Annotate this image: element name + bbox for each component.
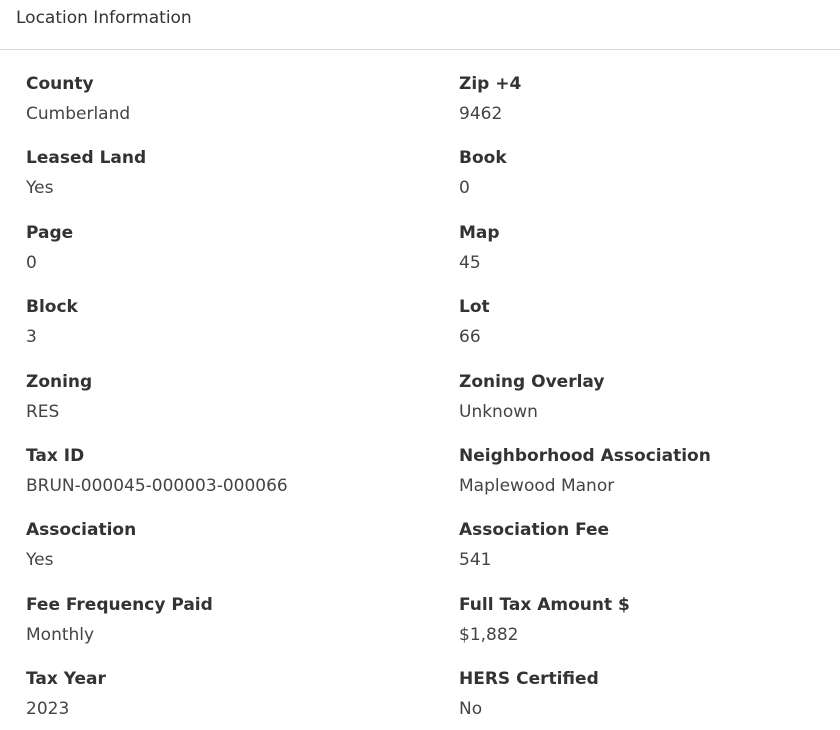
field-label: HERS Certified — [459, 669, 599, 690]
field-full-tax-amount — [459, 587, 840, 661]
field-zoning-overlay — [459, 364, 840, 438]
field-label: Full Tax Amount $ — [459, 594, 630, 615]
field-neighborhood-association — [459, 438, 840, 512]
field-county — [26, 66, 459, 140]
field-value: 9462 — [459, 104, 503, 124]
field-value: Unknown — [459, 401, 538, 422]
field-value: Cumberland — [26, 104, 131, 124]
field-fee-frequency-paid — [26, 587, 459, 661]
field-association — [26, 512, 459, 586]
field-label: Zip +4 — [459, 74, 522, 94]
field-label: Fee Frequency Paid — [26, 594, 213, 615]
field-value: RES — [26, 401, 60, 422]
field-value: 3 — [26, 327, 37, 348]
field-label: Zoning — [26, 371, 93, 392]
field-label: County — [26, 74, 94, 94]
field-value: 0 — [26, 252, 37, 273]
field-value: Yes — [26, 550, 54, 571]
field-block — [26, 289, 459, 363]
field-book — [459, 140, 840, 214]
field-label: Block — [26, 297, 78, 318]
field-label: Tax Year — [26, 669, 106, 690]
field-label: Association — [26, 520, 137, 541]
field-value: 2023 — [26, 699, 70, 720]
field-value: $1,882 — [459, 624, 519, 645]
field-tax-id — [26, 438, 459, 512]
field-association-fee — [459, 512, 840, 586]
field-label: Tax ID — [26, 445, 85, 466]
field-value: 541 — [459, 550, 492, 571]
field-leased-land — [26, 140, 459, 214]
field-label: Neighborhood Association — [459, 445, 711, 466]
field-label: Book — [459, 148, 507, 169]
panel-header — [0, 0, 840, 50]
field-zip-plus-4 — [459, 66, 840, 140]
field-value: 45 — [459, 252, 481, 273]
field-page — [26, 215, 459, 289]
field-value: 66 — [459, 327, 481, 348]
field-value: 0 — [459, 178, 470, 199]
field-hers-certified — [459, 661, 840, 730]
field-label: Association Fee — [459, 520, 610, 541]
field-value: Yes — [26, 178, 54, 199]
field-lot — [459, 289, 840, 363]
field-label: Zoning Overlay — [459, 371, 605, 392]
field-tax-year — [26, 661, 459, 730]
field-value: BRUN-000045-000003-000066 — [26, 475, 288, 496]
field-value: Maplewood Manor — [459, 475, 615, 496]
field-label: Page — [26, 222, 74, 243]
field-label: Lot — [459, 297, 490, 318]
field-zoning — [26, 364, 459, 438]
field-label: Map — [459, 222, 500, 243]
field-value: Monthly — [26, 624, 95, 645]
section-title: Location Information — [16, 8, 192, 28]
field-label: Leased Land — [26, 148, 147, 169]
field-value: No — [459, 699, 483, 720]
field-map — [459, 215, 840, 289]
field-grid — [26, 66, 840, 730]
